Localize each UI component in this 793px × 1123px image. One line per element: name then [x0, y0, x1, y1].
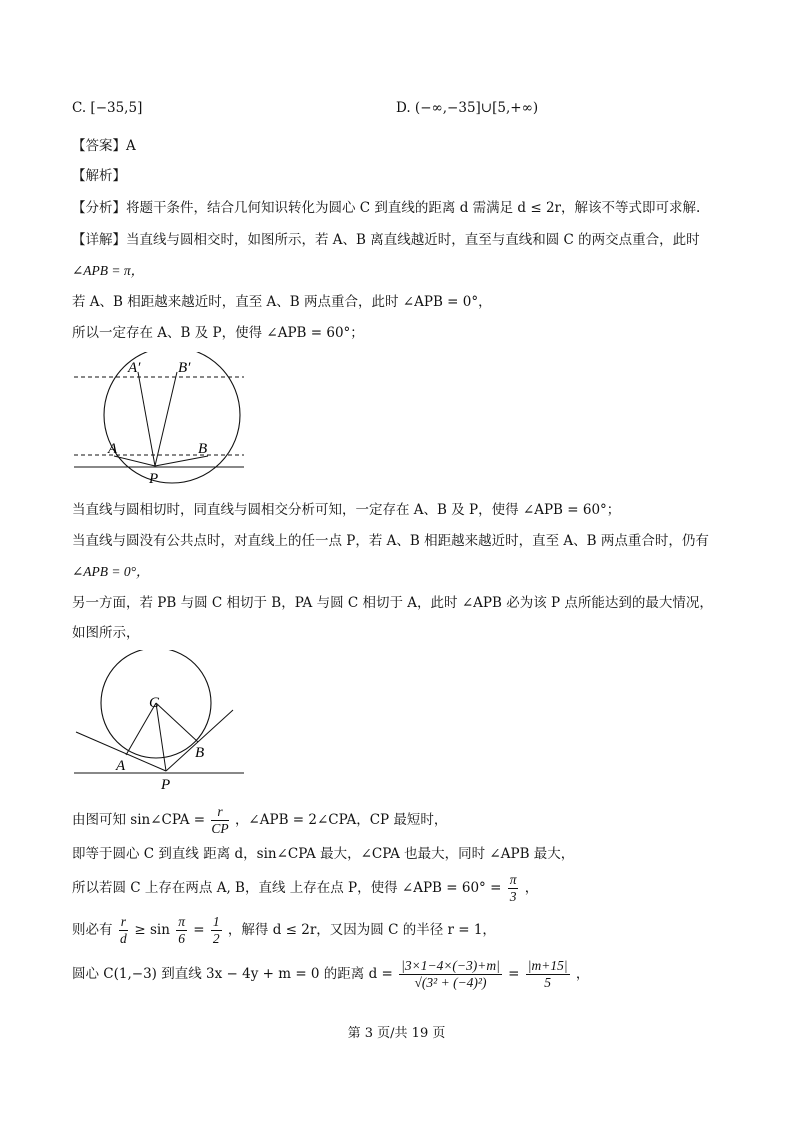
fraction-1-over-2: $\frac{1}{2}$	[212, 914, 220, 946]
p9-pre: 所以若圆 C 上存在两点 A, B，直线 上存在点 P，使得 ∠APB = 60° =	[72, 880, 502, 896]
p10-a: 则必有	[72, 922, 113, 938]
detail-p11	[72, 958, 745, 991]
fraction-m15-over-5: $\frac{|m+15|}{5}$	[527, 958, 568, 990]
label-p: P	[161, 777, 171, 793]
label-b-prime: B′	[178, 360, 191, 376]
fraction-distance: $\frac{|3\times 1-4\times(-3)+m|}{\text{√(3² + (−4)²)}}$	[401, 958, 500, 990]
detail-p6: 另一方面，若 PB 与圆 C 相切于 B，PA 与圆 C 相切于 A，此时 ∠APB 必为该 P 点所能达到的最大情况，	[72, 595, 713, 611]
figure-intersecting-line	[68, 352, 268, 487]
p10-c: =	[193, 922, 205, 938]
p7-pre: 由图可知 sin∠CPA =	[72, 812, 206, 828]
fraction-pi-over-3: $\frac{\pi}{3}$	[509, 872, 517, 904]
detail-p8: 即等于圆心 C 到直线 距离 d，sin∠CPA 最大，∠CPA 也最大，同时 ∠APB 最大，	[72, 846, 575, 862]
fraction-r-over-d: $\frac{r}{d}$	[120, 914, 127, 946]
detail-p1b: ∠APB = π，	[72, 263, 145, 278]
answer: 【答案】A	[72, 138, 136, 154]
analysis-heading: 【解析】	[72, 168, 126, 184]
detail-p6b: 如图所示，	[72, 625, 140, 641]
p11-pre: 圆心 C(1,−3) 到直线 3x − 4y + m = 0 的距离 d =	[72, 966, 393, 982]
analysis-text: 【分析】将题干条件，结合几何知识转化为圆心 C 到直线的距离 d 需满足 d ≤ 2r，解该不等式即可求解.	[72, 200, 701, 216]
figure-tangent-lines	[68, 650, 268, 795]
detail-p5: 当直线与圆没有公共点时，对直线上的任一点 P，若 A、B 相距越来越近时，直至 A、B 两点重合时，仍有	[72, 533, 709, 549]
label-b: B	[195, 745, 205, 761]
circle	[104, 352, 240, 483]
p11-post: ，	[575, 966, 590, 982]
p11-eq: =	[508, 966, 520, 982]
label-c: C	[149, 695, 160, 711]
detail-p3: 所以一定存在 A、B 及 P，使得 ∠APB = 60°；	[72, 325, 364, 341]
option-d: D. (−∞,−35]∪[5,+∞)	[396, 100, 539, 116]
label-a: A	[116, 758, 126, 774]
label-p: P	[149, 471, 159, 487]
p9-post: ，	[524, 880, 539, 896]
detail-p10	[72, 914, 745, 947]
detail-p7	[72, 804, 745, 837]
label-a-prime: A′	[128, 360, 141, 376]
detail-p5b: ∠APB = 0°，	[72, 564, 150, 579]
p10-d: ，解得 d ≤ 2r，又因为圆 C 的半径 r = 1，	[227, 922, 496, 938]
option-c: C. [−35,5]	[72, 100, 143, 116]
fraction-r-over-cp: $\frac{r}{CP}$	[211, 804, 229, 836]
tangent-pb	[166, 710, 233, 771]
p7-post: ，∠APB = 2∠CPA，CP 最短时，	[234, 812, 448, 828]
fraction-pi-over-6: $\frac{\pi}{6}$	[178, 914, 185, 946]
p10-b: ≥ sin	[134, 922, 170, 938]
label-b: B	[198, 441, 208, 457]
label-a: A	[108, 441, 118, 457]
detail-p9	[72, 872, 745, 905]
detail-p1: 【详解】当直线与圆相交时，如图所示，若 A、B 离直线越近时，直至与直线和圆 C 的两交点重合，此时	[72, 232, 700, 248]
page-footer: 第 3 页/共 19 页	[347, 1026, 446, 1041]
detail-p2: 若 A、B 相距越来越近时，直至 A、B 两点重合，此时 ∠APB = 0°，	[72, 294, 492, 310]
detail-p4: 当直线与圆相切时，同直线与圆相交分析可知，一定存在 A、B 及 P，使得 ∠APB = 60°；	[72, 502, 621, 518]
